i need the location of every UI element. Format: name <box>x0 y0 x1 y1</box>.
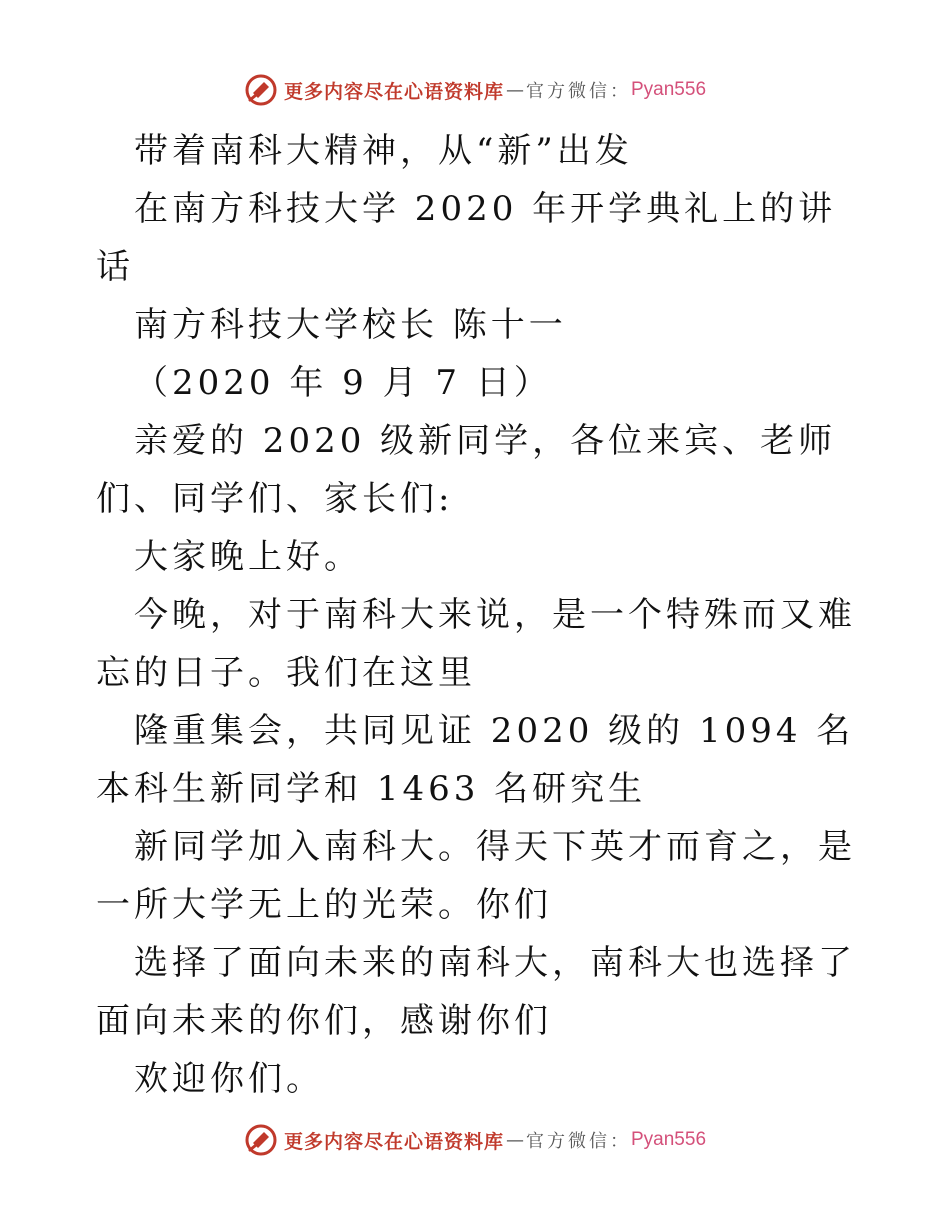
footer-dash: — <box>506 1129 524 1151</box>
paragraph: 亲爱的 2020 级新同学，各位来宾、老师们、同学们、家长们: <box>96 421 837 519</box>
paragraph: 大家晚上好。 <box>134 537 362 577</box>
book-pen-logo-icon <box>244 73 278 107</box>
document-body <box>96 122 856 1108</box>
footer-banner <box>0 1120 950 1160</box>
paragraph: 选择了面向未来的南科大，南科大也选择了面向未来的你们，感谢你们 <box>96 943 856 1041</box>
header-banner <box>0 70 950 110</box>
document-subtitle: 在南方科技大学 2020 年开学典礼上的讲话 <box>96 189 837 287</box>
document-title: 带着南科大精神，从“新”出发 <box>134 131 633 171</box>
footer-official-label: 官方微信： <box>526 1131 631 1152</box>
paragraph: 今晚，对于南科大来说，是一个特殊而又难忘的日子。我们在这里 <box>96 595 856 693</box>
footer-wechat-id: Pyan556 <box>631 1129 707 1150</box>
paragraph: 欢迎你们。 <box>134 1059 324 1099</box>
header-slogan: 更多内容尽在心语资料库 <box>283 80 504 103</box>
paragraph: 新同学加入南科大。得天下英才而育之，是一所大学无上的光荣。你们 <box>96 827 856 925</box>
footer-slogan: 更多内容尽在心语资料库 <box>283 1130 504 1153</box>
document-author: 南方科技大学校长 陈十一 <box>134 305 567 345</box>
header-dash: — <box>506 79 524 101</box>
header-official-label: 官方微信： <box>526 81 631 102</box>
paragraph: 隆重集会，共同见证 2020 级的 1094 名本科生新同学和 1463 名研究生 <box>96 711 855 809</box>
header-wechat-id: Pyan556 <box>631 79 707 100</box>
book-pen-logo-icon <box>244 1123 278 1157</box>
document-date: （2020 年 9 月 7 日） <box>134 363 552 403</box>
